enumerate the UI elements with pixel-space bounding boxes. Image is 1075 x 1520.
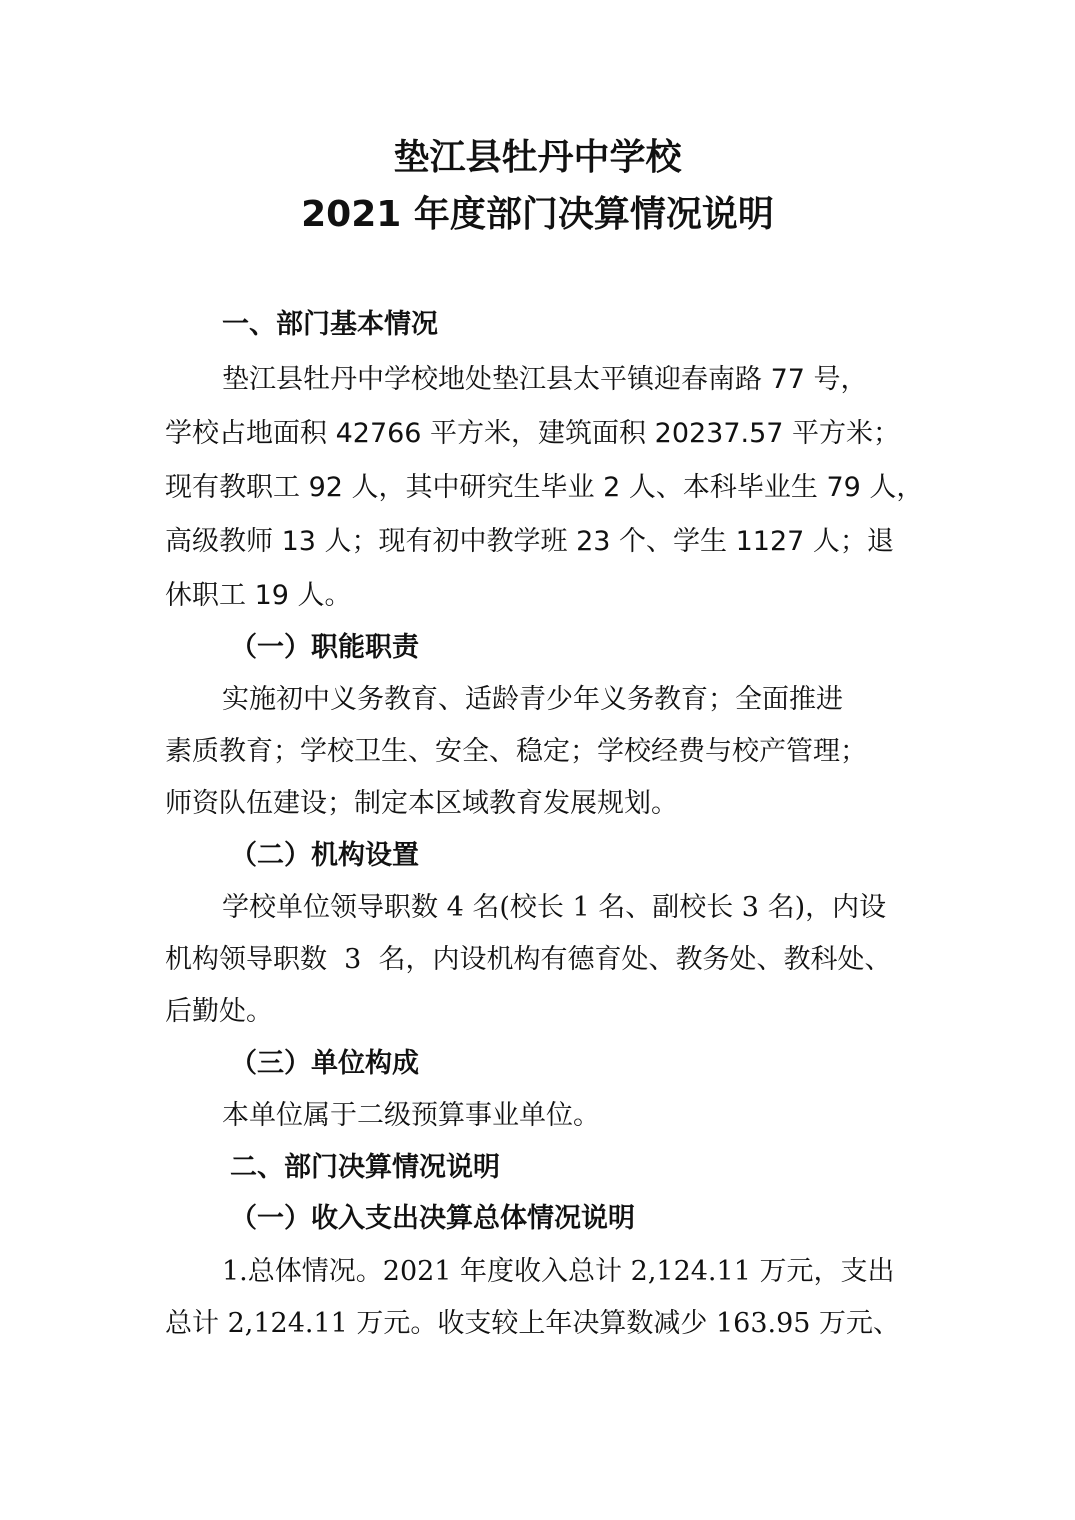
paragraph-line: 学校占地面积 42766 平方米，建筑面积 20237.57 平方米； bbox=[165, 418, 901, 449]
subsection-heading: （一）职能职责 bbox=[230, 632, 419, 663]
paragraph-line: 机构领导职数 3 名，内设机构有德育处、教务处、教科处、 bbox=[165, 944, 892, 975]
paragraph-line: 现有教职工 92 人，其中研究生毕业 2 人、本科毕业生 79 人， bbox=[165, 472, 924, 503]
paragraph-line: 实施初中义务教育、适龄青少年义务教育；全面推进 bbox=[222, 684, 843, 715]
subsection-heading: （三）单位构成 bbox=[230, 1048, 419, 1079]
subsection-heading: （二）机构设置 bbox=[230, 840, 419, 871]
paragraph-line: 总计 2,124.11 万元。收支较上年决算数减少 163.95 万元、 bbox=[165, 1308, 901, 1339]
document-title-line1: 垫江县牡丹中学校 bbox=[393, 137, 682, 178]
section-heading-1: 一、部门基本情况 bbox=[222, 309, 438, 340]
paragraph-line: 休职工 19 人。 bbox=[165, 580, 352, 611]
section-heading-2: 二、部门决算情况说明 bbox=[230, 1152, 500, 1183]
paragraph-line: 学校单位领导职数 4 名(校长 1 名、副校长 3 名)，内设 bbox=[222, 892, 887, 923]
document-title-line2: 2021 年度部门决算情况说明 bbox=[301, 194, 774, 235]
paragraph-line: 本单位属于二级预算事业单位。 bbox=[222, 1100, 600, 1131]
subsection-heading: （一）收入支出决算总体情况说明 bbox=[230, 1203, 635, 1234]
paragraph-line: 后勤处。 bbox=[165, 996, 273, 1027]
paragraph-line: 师资队伍建设；制定本区域教育发展规划。 bbox=[165, 788, 678, 819]
paragraph-line: 1.总体情况。2021 年度收入总计 2,124.11 万元，支出 bbox=[222, 1256, 895, 1287]
paragraph-line: 素质教育；学校卫生、安全、稳定；学校经费与校产管理； bbox=[165, 736, 867, 767]
paragraph-line: 垫江县牡丹中学校地处垫江县太平镇迎春南路 77 号， bbox=[222, 364, 868, 395]
paragraph-line: 高级教师 13 人；现有初中教学班 23 个、学生 1127 人；退 bbox=[165, 526, 894, 557]
